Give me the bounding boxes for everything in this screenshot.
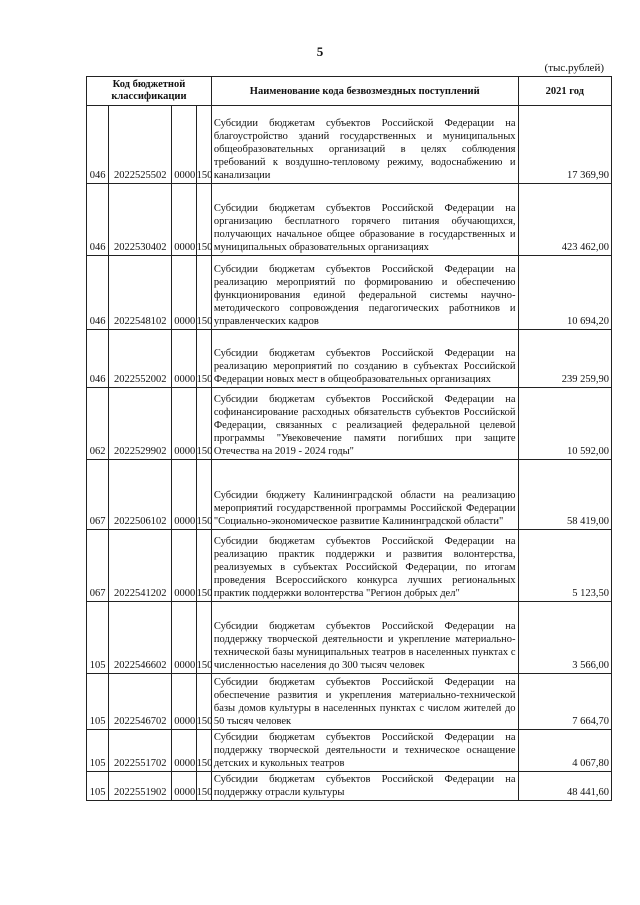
header-year: 2021 год — [518, 77, 611, 106]
cell-amount: 58 419,00 — [518, 460, 611, 530]
cell-econ-code: 150 — [196, 772, 211, 801]
table-row — [87, 388, 612, 460]
cell-econ-code: 150 — [196, 256, 211, 330]
cell-amount: 239 259,90 — [518, 330, 611, 388]
cell-budget-code: 2022541202 — [109, 530, 172, 602]
cell-budget-code: 2022530402 — [109, 184, 172, 256]
table-row — [87, 674, 612, 730]
cell-subcode: 0000 — [172, 772, 196, 801]
cell-name: Субсидии бюджетам субъектов Российской Федерации на поддержку творческой деятельности и укрепление материально-технической базы муниципальных театров в населенных пунктах с численностью населения до 300 тысяч человек — [211, 602, 518, 674]
budget-table — [86, 76, 612, 801]
cell-admin-code: 105 — [87, 674, 109, 730]
cell-amount: 48 441,60 — [518, 772, 611, 801]
header-name: Наименование кода безвозмездных поступлений — [211, 77, 518, 106]
cell-name: Субсидии бюджетам субъектов Российской Федерации на реализацию мероприятий по формированию и обеспечению функционирования единой федеральной системы научно-методического сопровождения педагогических работников и управленческих кадров — [211, 256, 518, 330]
cell-subcode: 0000 — [172, 730, 196, 772]
cell-admin-code: 067 — [87, 530, 109, 602]
cell-admin-code: 067 — [87, 460, 109, 530]
cell-name: Субсидии бюджетам субъектов Российской Федерации на поддержку творческой деятельности и техническое оснащение детских и кукольных театров — [211, 730, 518, 772]
table-row — [87, 530, 612, 602]
table-row — [87, 460, 612, 530]
cell-amount: 5 123,50 — [518, 530, 611, 602]
cell-econ-code: 150 — [196, 184, 211, 256]
cell-econ-code: 150 — [196, 460, 211, 530]
cell-budget-code: 2022552002 — [109, 330, 172, 388]
cell-budget-code: 2022551702 — [109, 730, 172, 772]
cell-subcode: 0000 — [172, 674, 196, 730]
cell-econ-code: 150 — [196, 106, 211, 184]
cell-subcode: 0000 — [172, 106, 196, 184]
cell-subcode: 0000 — [172, 602, 196, 674]
cell-amount: 4 067,80 — [518, 730, 611, 772]
table-row — [87, 184, 612, 256]
table-row — [87, 330, 612, 388]
cell-admin-code: 105 — [87, 602, 109, 674]
cell-subcode: 0000 — [172, 530, 196, 602]
cell-budget-code: 2022551902 — [109, 772, 172, 801]
cell-econ-code: 150 — [196, 730, 211, 772]
cell-subcode: 0000 — [172, 460, 196, 530]
cell-subcode: 0000 — [172, 184, 196, 256]
header-code: Код бюджетной классификации — [87, 77, 212, 106]
cell-admin-code: 046 — [87, 330, 109, 388]
cell-name: Субсидии бюджетам субъектов Российской Федерации на организацию бесплатного горячего питания обучающихся, получающих начальное общее образование в государственных и муниципальных образовательных организациях — [211, 184, 518, 256]
cell-amount: 3 566,00 — [518, 602, 611, 674]
table-row — [87, 772, 612, 801]
cell-econ-code: 150 — [196, 530, 211, 602]
cell-amount: 10 694,20 — [518, 256, 611, 330]
cell-admin-code: 105 — [87, 772, 109, 801]
cell-subcode: 0000 — [172, 256, 196, 330]
cell-budget-code: 2022506102 — [109, 460, 172, 530]
cell-name: Субсидии бюджетам субъектов Российской Федерации на реализацию мероприятий по созданию в субъектах Российской Федерации новых мест в общеобразовательных организациях — [211, 330, 518, 388]
cell-name: Субсидии бюджетам субъектов Российской Федерации на поддержку отрасли культуры — [211, 772, 518, 801]
cell-admin-code: 046 — [87, 256, 109, 330]
cell-admin-code: 046 — [87, 106, 109, 184]
cell-name: Субсидии бюджетам субъектов Российской Федерации на софинансирование расходных обязательств субъектов Российской Федерации, связанных с реализацией федеральной целевой программы "Увековечение памяти погибших при защите Отечества на 2019 - 2024 годы" — [211, 388, 518, 460]
table-row — [87, 106, 612, 184]
cell-amount: 423 462,00 — [518, 184, 611, 256]
table-row — [87, 730, 612, 772]
cell-name: Субсидии бюджетам субъектов Российской Федерации на обеспечение развития и укрепления материально-технической базы домов культуры в населенных пунктах с числом жителей до 50 тысяч человек — [211, 674, 518, 730]
cell-admin-code: 062 — [87, 388, 109, 460]
table-row — [87, 256, 612, 330]
cell-amount: 17 369,90 — [518, 106, 611, 184]
units-label: (тыс.рублей) — [544, 62, 604, 74]
table-header-row — [87, 77, 612, 106]
cell-subcode: 0000 — [172, 388, 196, 460]
cell-econ-code: 150 — [196, 602, 211, 674]
cell-budget-code: 2022529902 — [109, 388, 172, 460]
cell-budget-code: 2022525502 — [109, 106, 172, 184]
cell-budget-code: 2022546602 — [109, 602, 172, 674]
cell-admin-code: 105 — [87, 730, 109, 772]
cell-econ-code: 150 — [196, 674, 211, 730]
page-number: 5 — [316, 44, 324, 59]
cell-budget-code: 2022546702 — [109, 674, 172, 730]
cell-admin-code: 046 — [87, 184, 109, 256]
cell-subcode: 0000 — [172, 330, 196, 388]
table-row — [87, 602, 612, 674]
cell-budget-code: 2022548102 — [109, 256, 172, 330]
cell-name: Субсидии бюджету Калининградской области на реализацию мероприятий государственной программы Российской Федерации "Социально-экономическое развитие Калининградской области" — [211, 460, 518, 530]
cell-amount: 10 592,00 — [518, 388, 611, 460]
cell-name: Субсидии бюджетам субъектов Российской Федерации на реализацию практик поддержки и развития волонтерства, реализуемых в субъектах Российской Федерации, по итогам проведения Всероссийского конкурса лучших региональных практик поддержки волонтерства "Регион добрых дел" — [211, 530, 518, 602]
cell-name: Субсидии бюджетам субъектов Российской Федерации на благоустройство зданий государственных и муниципальных общеобразовательных организаций в целях соблюдения требований к воздушно-тепловому режиму, водоснабжению и канализации — [211, 106, 518, 184]
cell-amount: 7 664,70 — [518, 674, 611, 730]
cell-econ-code: 150 — [196, 388, 211, 460]
cell-econ-code: 150 — [196, 330, 211, 388]
